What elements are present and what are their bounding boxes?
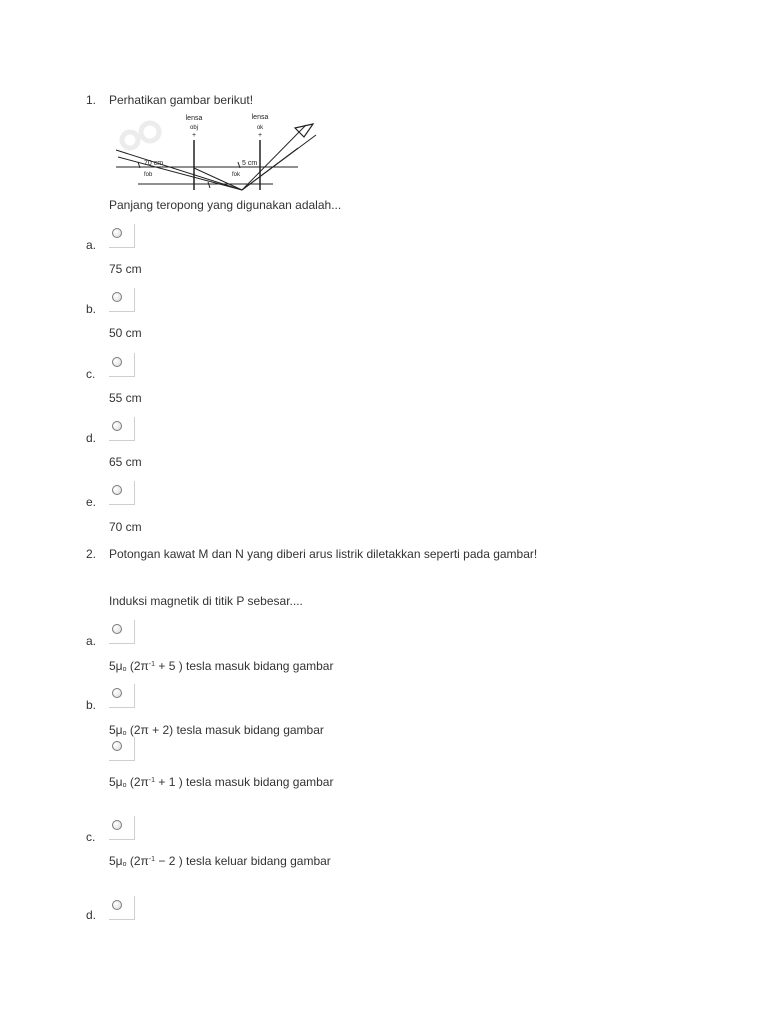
- option-letter: e.: [86, 495, 97, 509]
- question-2-number: 2.: [86, 547, 97, 561]
- distance-ok-label: 5 cm: [242, 160, 258, 167]
- option-text: 55 cm: [109, 391, 142, 405]
- option-letter: c.: [86, 367, 96, 381]
- radio-circle-icon: [112, 228, 122, 238]
- focal-obj-label: fob: [144, 172, 153, 178]
- eye-arrow-icon: [295, 124, 313, 137]
- option-letter: a.: [86, 238, 97, 252]
- radio-circle-icon: [112, 688, 122, 698]
- option-c-radio[interactable]: [109, 353, 135, 377]
- svg-text:+: +: [257, 132, 263, 139]
- telescope-diagram: [108, 110, 323, 196]
- option-letter: c.: [86, 830, 96, 844]
- radio-circle-icon: [112, 485, 122, 495]
- radio-circle-icon: [112, 292, 122, 302]
- option-b-radio[interactable]: [109, 288, 135, 312]
- watermark: [122, 123, 159, 148]
- ray-out-1: [242, 125, 306, 190]
- option-text: 5μo (2π + 2) tesla masuk bidang gambar: [109, 723, 324, 737]
- radio-circle-icon: [112, 741, 122, 751]
- option-e-radio[interactable]: [109, 481, 135, 505]
- lens-ok-label-1: lensa: [251, 114, 269, 121]
- lens-ok-label-2: ok: [256, 125, 264, 131]
- radio-circle-icon: [112, 820, 122, 830]
- radio-circle-icon: [112, 357, 122, 367]
- question-2-prompt: Potongan kawat M dan N yang diberi arus listrik diletakkan seperti pada gambar!: [109, 547, 538, 561]
- lens-obj-label-1: lensa: [185, 115, 203, 122]
- question-1-prompt: Perhatikan gambar berikut!: [109, 93, 254, 107]
- question-2-text: Induksi magnetik di titik P sebesar....: [109, 594, 303, 608]
- option-b-radio[interactable]: [109, 684, 135, 708]
- option-text: 5μo ($2\pi^{-1} + 5$ ) tesla masuk bidang gambar: [109, 659, 334, 673]
- radio-circle-icon: [112, 421, 122, 431]
- question-1-number: 1.: [86, 93, 97, 107]
- option-letter: d.: [86, 908, 97, 922]
- ray-2: [118, 157, 242, 190]
- option-text: 5μo ($2\pi^{-1} + 1$ ) tesla masuk bidang gambar: [109, 775, 334, 789]
- distance-obj-label: 70 cm: [144, 160, 164, 167]
- option-a-radio[interactable]: [109, 224, 135, 248]
- option-text: 5μo ($2\pi^{-1} - 2$ ) tesla keluar bidang gambar: [109, 854, 331, 868]
- option-d-radio[interactable]: [109, 896, 135, 920]
- option-extra-radio[interactable]: [109, 737, 135, 761]
- option-letter: d.: [86, 431, 97, 445]
- question-1-text: Panjang teropong yang digunakan adalah...: [109, 198, 342, 212]
- option-letter: a.: [86, 634, 97, 648]
- option-a-radio[interactable]: [109, 620, 135, 644]
- radio-circle-icon: [112, 624, 122, 634]
- option-d-radio[interactable]: [109, 417, 135, 441]
- option-letter: b.: [86, 302, 97, 316]
- focal-ok-label: fok: [232, 172, 241, 178]
- lens-obj-label-2: obj: [189, 125, 199, 131]
- option-text: 65 cm: [109, 455, 142, 469]
- option-text: 50 cm: [109, 326, 142, 340]
- option-text: 70 cm: [109, 520, 142, 534]
- option-letter: b.: [86, 698, 97, 712]
- radio-circle-icon: [112, 900, 122, 910]
- option-text: 75 cm: [109, 262, 142, 276]
- svg-text:+: +: [191, 132, 197, 139]
- option-c-radio[interactable]: [109, 816, 135, 840]
